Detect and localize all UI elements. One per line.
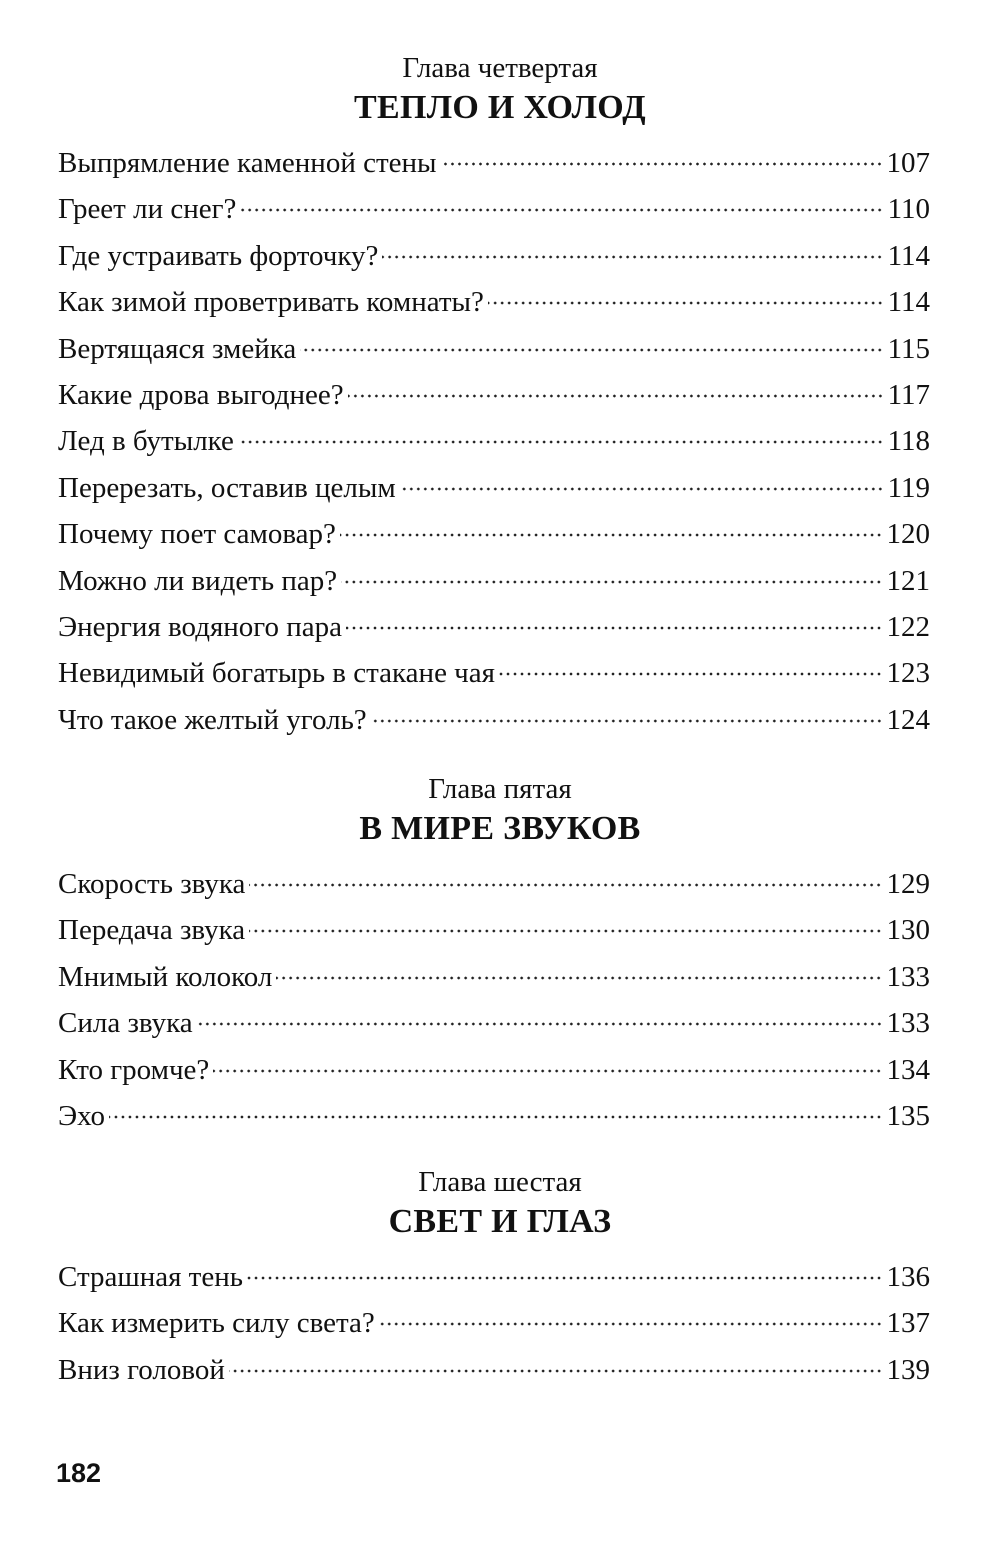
toc-entry — [58, 954, 930, 1000]
dot-leader — [109, 1115, 882, 1119]
toc-entry-title: Что такое желтый уголь? — [58, 703, 367, 736]
toc-entry — [58, 418, 930, 464]
toc-entry-page: 137 — [886, 1307, 930, 1340]
toc-entry-title: Где устраивать форточку? — [58, 239, 379, 272]
toc-entry — [58, 650, 930, 696]
chapter-4 — [0, 50, 1000, 743]
toc-entry-title: Страшная тень — [58, 1261, 243, 1293]
toc-list — [0, 861, 1000, 1139]
chapter-6 — [0, 1164, 1000, 1393]
toc-entry-page: 133 — [886, 1007, 930, 1040]
toc-entry — [58, 1347, 930, 1393]
toc-entry-title: Какие дрова выгоднее? — [58, 378, 344, 411]
toc-entry-title: Как зимой проветривать комнаты? — [58, 286, 484, 319]
toc-entry-page: 129 — [886, 868, 930, 900]
chapter-5 — [0, 771, 1000, 1139]
chapter-title: СВЕТ И ГЛАЗ — [388, 1203, 612, 1240]
toc-entry — [58, 604, 930, 650]
dot-leader — [249, 929, 882, 933]
toc-entry — [58, 861, 930, 907]
dot-leader — [240, 208, 883, 212]
toc-entry-title: Передача звука — [58, 914, 246, 947]
toc-entry-page: 123 — [886, 657, 930, 690]
toc-entry-page: 134 — [886, 1053, 930, 1086]
dot-leader — [340, 533, 883, 537]
dot-leader — [197, 1022, 883, 1026]
chapter-label: Глава четвертая — [402, 52, 598, 84]
toc-entry-title: Энергия водяного пара — [58, 610, 342, 643]
chapter-title: В МИРЕ ЗВУКОВ — [359, 810, 641, 847]
toc-entry-title: Скорость звука — [58, 868, 246, 900]
toc-entry — [58, 465, 930, 511]
toc-entry-page: 121 — [886, 564, 930, 597]
toc-entry — [58, 511, 930, 557]
dot-leader — [382, 255, 883, 259]
toc-entry-title: Вертящаяся змейка — [58, 332, 297, 365]
toc-entry-page: 118 — [887, 425, 930, 458]
toc-entry-page: 133 — [886, 960, 930, 993]
toc-entry — [58, 1300, 930, 1346]
toc-entry — [58, 907, 930, 953]
dot-leader — [341, 580, 882, 584]
toc-entry-page: 135 — [886, 1099, 930, 1132]
toc-entry-title: Выпрямление каменной стены — [58, 147, 437, 179]
toc-entry — [58, 1093, 930, 1139]
dot-leader — [346, 626, 883, 630]
toc-entry-title: Можно ли видеть пар? — [58, 564, 338, 597]
toc-entry-title: Почему поет самовар? — [58, 518, 336, 551]
toc-entry-page: 124 — [886, 703, 930, 736]
dot-leader — [488, 301, 884, 305]
dot-leader — [213, 1069, 882, 1073]
toc-entry — [58, 326, 930, 372]
toc-entry-page: 110 — [887, 193, 930, 226]
toc-entry-page: 122 — [886, 610, 930, 643]
dot-leader — [247, 1276, 883, 1280]
toc-entry-title: Кто громче? — [58, 1053, 210, 1086]
toc-entry-title: Сила звука — [58, 1007, 193, 1040]
dot-leader — [276, 976, 882, 980]
toc-entry — [58, 697, 930, 743]
toc-entry-page: 136 — [886, 1261, 930, 1293]
toc-entry — [58, 558, 930, 604]
toc-entry-page: 114 — [887, 286, 930, 319]
toc-entry-page: 119 — [887, 471, 930, 504]
toc-entry-title: Невидимый богатырь в стакане чая — [58, 657, 495, 690]
dot-leader — [348, 394, 884, 398]
chapter-label: Глава пятая — [428, 773, 572, 805]
dot-leader — [300, 348, 883, 352]
toc-entry — [58, 233, 930, 279]
dot-leader — [379, 1322, 883, 1326]
toc-entry-title: Лед в бутылке — [58, 425, 234, 458]
toc-entry-page: 120 — [886, 518, 930, 551]
dot-leader — [229, 1369, 883, 1373]
chapter-title: ТЕПЛО И ХОЛОД — [354, 89, 646, 126]
dot-leader — [249, 883, 882, 887]
toc-list — [0, 1254, 1000, 1393]
toc-entry-title: Греет ли снег? — [58, 193, 237, 226]
toc-entry-title: Вниз головой — [58, 1353, 225, 1386]
page-number: 182 — [56, 1458, 102, 1488]
toc-entry — [58, 372, 930, 418]
toc-entry-page: 107 — [886, 147, 930, 179]
dot-leader — [371, 719, 883, 723]
toc-entry — [58, 279, 930, 325]
toc-entry — [58, 1254, 930, 1300]
toc-entry-page: 130 — [886, 914, 930, 947]
dot-leader — [400, 487, 884, 491]
toc-entry-title: Мнимый колокол — [58, 960, 273, 993]
dot-leader — [238, 440, 884, 444]
toc-entry-page: 139 — [886, 1353, 930, 1386]
chapter-label: Глава шестая — [418, 1166, 582, 1198]
toc-entry — [58, 1047, 930, 1093]
toc-entry — [58, 186, 930, 232]
toc-entry-title: Эхо — [58, 1099, 106, 1132]
toc-entry-title: Перерезать, оставив целым — [58, 471, 396, 504]
toc-entry-page: 117 — [887, 378, 930, 411]
dot-leader — [499, 672, 883, 676]
toc-entry-title: Как измерить силу света? — [58, 1307, 375, 1340]
toc-entry-page: 115 — [887, 332, 930, 365]
toc-entry — [58, 1000, 930, 1046]
toc-entry — [58, 140, 930, 186]
toc-list — [0, 140, 1000, 743]
toc-entry-page: 114 — [887, 239, 930, 272]
dot-leader — [441, 162, 883, 166]
